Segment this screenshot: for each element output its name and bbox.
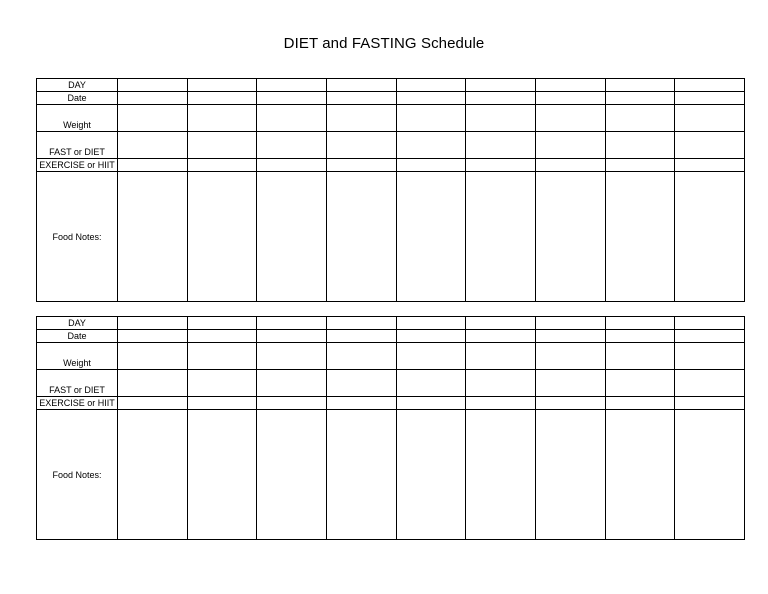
day-cell[interactable] xyxy=(535,317,605,330)
day-cell[interactable] xyxy=(535,79,605,92)
fast-or-diet-row xyxy=(37,132,745,159)
exercise-row xyxy=(37,159,745,172)
food-notes-cell[interactable] xyxy=(326,172,396,302)
day-cell[interactable] xyxy=(466,79,536,92)
day-cell[interactable] xyxy=(326,317,396,330)
date-cell[interactable] xyxy=(326,330,396,343)
exercise-cell[interactable] xyxy=(675,159,745,172)
food-notes-cell[interactable] xyxy=(466,410,536,540)
fast-or-diet-cell[interactable] xyxy=(257,370,327,397)
date-cell[interactable] xyxy=(396,330,466,343)
weight-cell[interactable] xyxy=(187,343,257,370)
day-cell[interactable] xyxy=(118,317,188,330)
weight-row xyxy=(37,105,745,132)
exercise-cell[interactable] xyxy=(257,159,327,172)
fast-or-diet-cell[interactable] xyxy=(466,132,536,159)
date-cell[interactable] xyxy=(466,92,536,105)
day-cell[interactable] xyxy=(118,79,188,92)
fast-or-diet-cell[interactable] xyxy=(326,370,396,397)
fast-or-diet-cell[interactable] xyxy=(466,370,536,397)
date-cell[interactable] xyxy=(675,92,745,105)
exercise-cell[interactable] xyxy=(257,397,327,410)
weight-cell[interactable] xyxy=(466,105,536,132)
day-cell[interactable] xyxy=(605,79,675,92)
date-cell[interactable] xyxy=(535,330,605,343)
fast-or-diet-cell[interactable] xyxy=(675,370,745,397)
weight-cell[interactable] xyxy=(257,105,327,132)
weight-cell[interactable] xyxy=(187,105,257,132)
food-notes-cell[interactable] xyxy=(396,410,466,540)
day-row xyxy=(37,79,745,92)
day-cell[interactable] xyxy=(257,317,327,330)
fast-or-diet-cell[interactable] xyxy=(118,370,188,397)
exercise-cell[interactable] xyxy=(187,397,257,410)
exercise-cell[interactable] xyxy=(396,159,466,172)
food-notes-row xyxy=(37,410,745,540)
food-notes-row xyxy=(37,172,745,302)
food-notes-cell[interactable] xyxy=(535,172,605,302)
day-cell[interactable] xyxy=(326,79,396,92)
date-cell[interactable] xyxy=(257,92,327,105)
fast-or-diet-cell[interactable] xyxy=(535,370,605,397)
day-cell[interactable] xyxy=(396,79,466,92)
day-cell[interactable] xyxy=(257,79,327,92)
fast-or-diet-cell[interactable] xyxy=(118,132,188,159)
exercise-cell[interactable] xyxy=(396,397,466,410)
food-notes-label: Food Notes: xyxy=(37,410,118,540)
date-cell[interactable] xyxy=(675,330,745,343)
food-notes-cell[interactable] xyxy=(675,172,745,302)
exercise-cell[interactable] xyxy=(535,397,605,410)
food-notes-cell[interactable] xyxy=(326,410,396,540)
day-cell[interactable] xyxy=(675,317,745,330)
date-cell[interactable] xyxy=(326,92,396,105)
weight-cell[interactable] xyxy=(535,343,605,370)
exercise-label: EXERCISE or HIIT xyxy=(37,397,118,410)
day-cell[interactable] xyxy=(605,317,675,330)
fast-or-diet-cell[interactable] xyxy=(187,370,257,397)
weight-label: Weight xyxy=(37,105,118,132)
weight-cell[interactable] xyxy=(118,105,188,132)
day-row xyxy=(37,317,745,330)
weight-cell[interactable] xyxy=(396,105,466,132)
date-cell[interactable] xyxy=(118,92,188,105)
fast-or-diet-cell[interactable] xyxy=(396,370,466,397)
exercise-cell[interactable] xyxy=(605,159,675,172)
day-label: DAY xyxy=(37,79,118,92)
fast-or-diet-cell[interactable] xyxy=(535,132,605,159)
weight-label: Weight xyxy=(37,343,118,370)
exercise-cell[interactable] xyxy=(535,159,605,172)
weight-cell[interactable] xyxy=(257,343,327,370)
schedule-table-week-1 xyxy=(36,78,745,302)
date-cell[interactable] xyxy=(396,92,466,105)
fast-or-diet-row xyxy=(37,370,745,397)
date-cell[interactable] xyxy=(605,92,675,105)
date-cell[interactable] xyxy=(187,330,257,343)
exercise-cell[interactable] xyxy=(466,159,536,172)
date-label: Date xyxy=(37,330,118,343)
exercise-cell[interactable] xyxy=(675,397,745,410)
day-cell[interactable] xyxy=(396,317,466,330)
exercise-cell[interactable] xyxy=(326,397,396,410)
exercise-cell[interactable] xyxy=(466,397,536,410)
food-notes-cell[interactable] xyxy=(118,410,188,540)
fast-or-diet-label: FAST or DIET xyxy=(37,132,118,159)
date-cell[interactable] xyxy=(535,92,605,105)
fast-or-diet-cell[interactable] xyxy=(187,132,257,159)
fast-or-diet-cell[interactable] xyxy=(396,132,466,159)
food-notes-cell[interactable] xyxy=(605,172,675,302)
day-cell[interactable] xyxy=(187,79,257,92)
day-label: DAY xyxy=(37,317,118,330)
food-notes-label: Food Notes: xyxy=(37,172,118,302)
food-notes-cell[interactable] xyxy=(396,172,466,302)
exercise-cell[interactable] xyxy=(326,159,396,172)
date-row xyxy=(37,92,745,105)
weight-cell[interactable] xyxy=(118,343,188,370)
schedule-table-week-2 xyxy=(36,316,745,540)
exercise-cell[interactable] xyxy=(118,397,188,410)
fast-or-diet-cell[interactable] xyxy=(326,132,396,159)
weight-cell[interactable] xyxy=(466,343,536,370)
exercise-row xyxy=(37,397,745,410)
food-notes-cell[interactable] xyxy=(466,172,536,302)
day-cell[interactable] xyxy=(466,317,536,330)
weight-cell[interactable] xyxy=(326,105,396,132)
food-notes-cell[interactable] xyxy=(535,410,605,540)
day-cell[interactable] xyxy=(187,317,257,330)
food-notes-cell[interactable] xyxy=(675,410,745,540)
food-notes-cell[interactable] xyxy=(118,172,188,302)
date-label: Date xyxy=(37,92,118,105)
fast-or-diet-cell[interactable] xyxy=(675,132,745,159)
day-cell[interactable] xyxy=(675,79,745,92)
date-row xyxy=(37,330,745,343)
weight-row xyxy=(37,343,745,370)
exercise-cell[interactable] xyxy=(118,159,188,172)
date-cell[interactable] xyxy=(466,330,536,343)
date-cell[interactable] xyxy=(257,330,327,343)
fast-or-diet-cell[interactable] xyxy=(257,132,327,159)
food-notes-cell[interactable] xyxy=(257,410,327,540)
exercise-label: EXERCISE or HIIT xyxy=(37,159,118,172)
weight-cell[interactable] xyxy=(396,343,466,370)
weight-cell[interactable] xyxy=(675,343,745,370)
weight-cell[interactable] xyxy=(326,343,396,370)
weight-cell[interactable] xyxy=(605,343,675,370)
fast-or-diet-cell[interactable] xyxy=(605,132,675,159)
food-notes-cell[interactable] xyxy=(187,172,257,302)
fast-or-diet-cell[interactable] xyxy=(605,370,675,397)
date-cell[interactable] xyxy=(187,92,257,105)
food-notes-cell[interactable] xyxy=(187,410,257,540)
date-cell[interactable] xyxy=(118,330,188,343)
weight-cell[interactable] xyxy=(535,105,605,132)
food-notes-cell[interactable] xyxy=(605,410,675,540)
page-title: DIET and FASTING Schedule xyxy=(283,35,485,52)
exercise-cell[interactable] xyxy=(187,159,257,172)
date-cell[interactable] xyxy=(605,330,675,343)
exercise-cell[interactable] xyxy=(605,397,675,410)
weight-cell[interactable] xyxy=(675,105,745,132)
food-notes-cell[interactable] xyxy=(257,172,327,302)
weight-cell[interactable] xyxy=(605,105,675,132)
fast-or-diet-label: FAST or DIET xyxy=(37,370,118,397)
